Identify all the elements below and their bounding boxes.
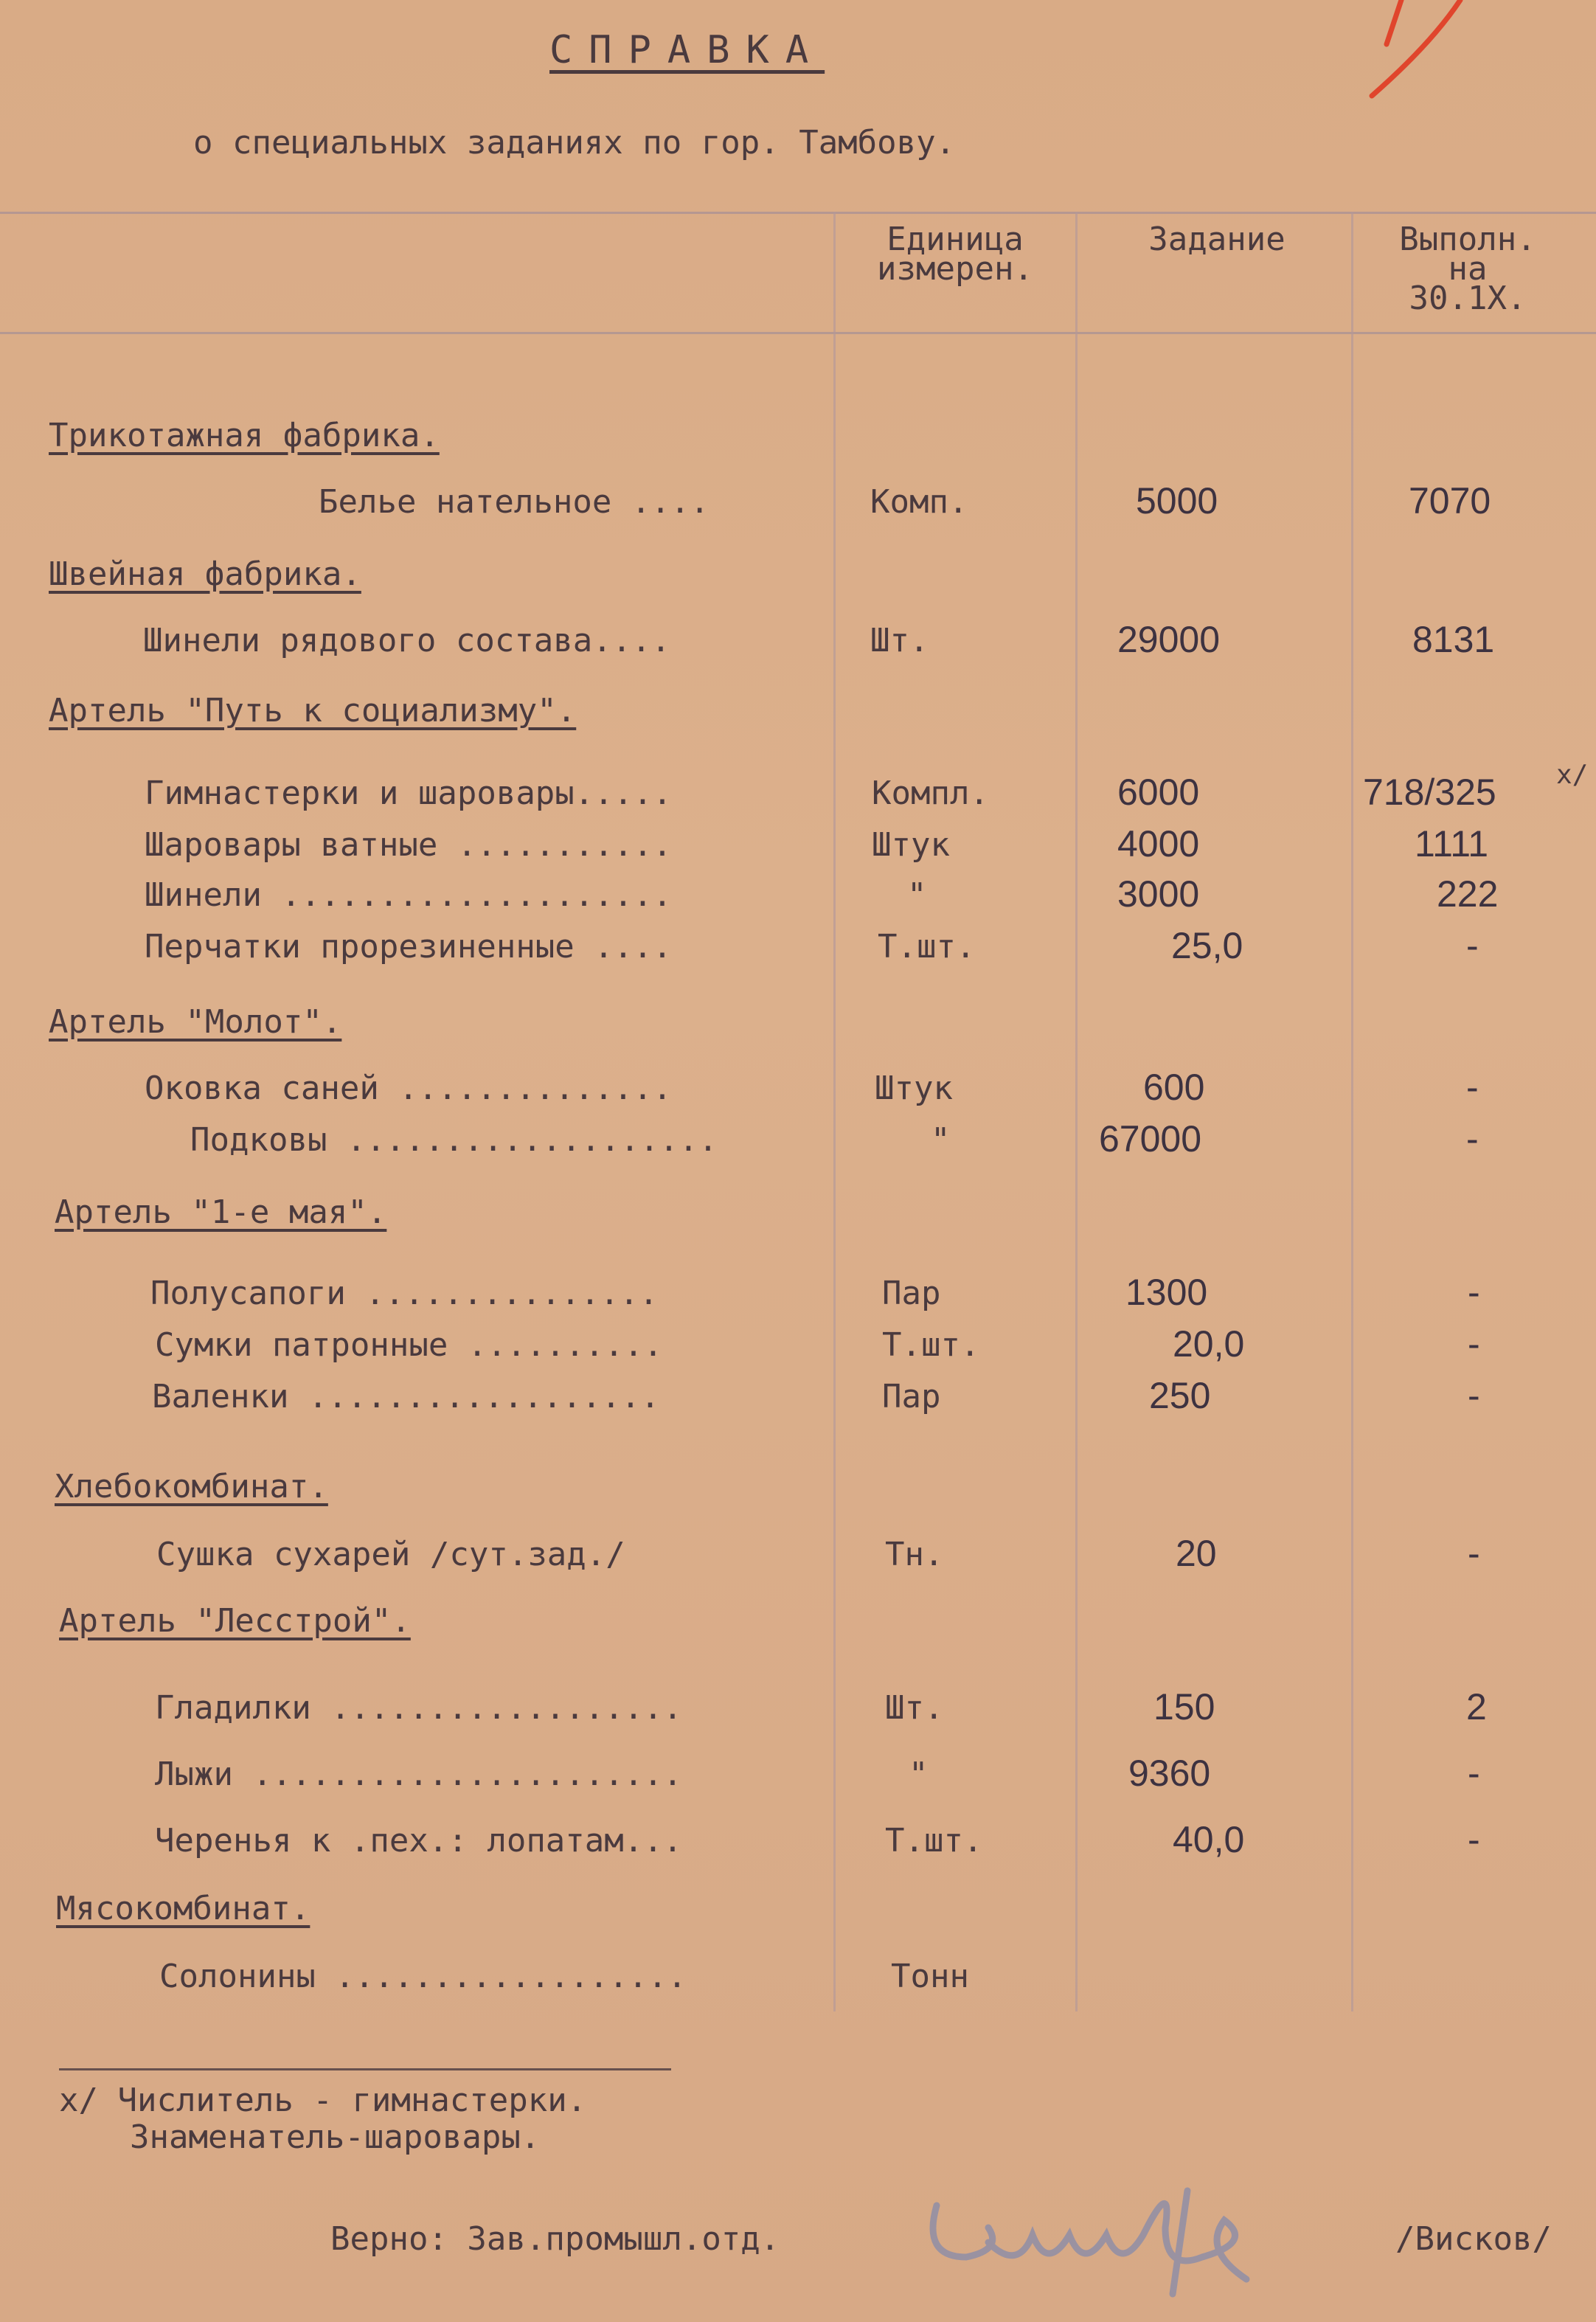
group-title: Трикотажная фабрика. — [49, 417, 440, 454]
row-unit: Т.шт. — [885, 1822, 983, 1860]
row-done: 8131 — [1412, 619, 1495, 660]
row-unit: " — [907, 876, 927, 914]
row-unit: Комп. — [870, 483, 968, 521]
document-subtitle: о специальных заданиях по гор. Тамбову. — [193, 124, 956, 162]
row-item: Валенки .................. — [152, 1378, 660, 1415]
row-done: - — [1468, 1323, 1480, 1365]
row-done: - — [1468, 1272, 1480, 1313]
row-done: 7070 — [1409, 480, 1491, 521]
column-divider-3 — [1351, 212, 1353, 2011]
group-title: Артель "Лесстрой". — [59, 1602, 411, 1640]
row-done: 1111 — [1415, 823, 1489, 864]
handwritten-signature — [907, 2161, 1291, 2309]
row-item: Подковы ................... — [190, 1121, 718, 1159]
row-unit: Штук — [875, 1070, 953, 1107]
row-task: 5000 — [1136, 480, 1218, 521]
footnote-line-2: Знаменатель-шаровары. — [130, 2118, 541, 2156]
signature-name: /Висков/ — [1395, 2220, 1552, 2258]
footnote-line-1: х/ Числитель - гимнастерки. — [59, 2082, 587, 2119]
row-done: - — [1466, 925, 1479, 966]
row-task: 250 — [1149, 1375, 1211, 1416]
row-done: - — [1468, 1375, 1480, 1416]
row-task: 4000 — [1117, 823, 1200, 864]
row-done: - — [1466, 1067, 1479, 1108]
row-unit: Компл. — [872, 774, 989, 812]
row-task: 29000 — [1117, 619, 1221, 660]
row-item: Гимнастерки и шаровары..... — [145, 774, 673, 812]
row-unit: Т.шт. — [878, 928, 976, 966]
row-unit: Пар — [882, 1275, 941, 1312]
footnote-marker: х/ — [1556, 760, 1589, 790]
row-item: Оковка саней .............. — [145, 1070, 673, 1107]
row-item: Черенья к .пех.: лопатам... — [155, 1822, 683, 1860]
row-task: 20,0 — [1173, 1323, 1245, 1365]
column-divider-1 — [833, 212, 836, 2011]
group-title: Артель "Молот". — [49, 1003, 342, 1041]
header-task: Задание — [1148, 221, 1286, 258]
red-pencil-mark — [1357, 0, 1505, 111]
row-item: Шаровары ватные ........... — [145, 826, 673, 864]
row-item: Гладилки .................. — [155, 1689, 683, 1727]
row-unit: Штук — [872, 826, 950, 864]
row-task: 600 — [1143, 1067, 1205, 1108]
row-item: Лыжи ...................... — [155, 1756, 683, 1793]
row-item: Перчатки прорезиненные .... — [145, 928, 673, 966]
row-done: - — [1468, 1819, 1480, 1860]
row-done: 222 — [1437, 873, 1499, 915]
row-task: 1300 — [1125, 1272, 1208, 1313]
row-done: - — [1468, 1753, 1480, 1794]
row-unit: Шт. — [870, 622, 929, 659]
row-unit: Тонн — [891, 1958, 969, 1995]
document-title: СПРАВКА — [549, 28, 825, 72]
row-done: 2 — [1466, 1686, 1487, 1727]
group-title: Артель "Путь к социализму". — [49, 692, 577, 729]
row-item: Белье нательное .... — [319, 483, 709, 521]
column-divider-2 — [1075, 212, 1078, 2011]
group-title: Артель "1-е мая". — [55, 1193, 387, 1231]
group-title: Мясокомбинат. — [56, 1890, 310, 1927]
row-done: - — [1466, 1118, 1479, 1160]
header-done: Выполн. на 30.1Х. — [1399, 221, 1536, 317]
header-bottom-rule — [0, 332, 1596, 334]
group-title: Хлебокомбинат. — [55, 1468, 328, 1505]
row-unit: " — [909, 1756, 929, 1793]
row-unit: Т.шт. — [882, 1326, 980, 1364]
row-item: Шинели .................... — [145, 876, 673, 914]
table-top-rule — [0, 212, 1596, 214]
row-item: Сумки патронные .......... — [155, 1326, 663, 1364]
header-unit: Единица измерен. — [877, 221, 1033, 288]
row-task: 6000 — [1117, 772, 1200, 813]
row-task: 20 — [1176, 1533, 1217, 1574]
row-item: Солонины .................. — [159, 1958, 687, 1995]
row-unit: " — [931, 1121, 951, 1159]
row-unit: Тн. — [885, 1536, 944, 1573]
group-title: Швейная фабрика. — [49, 555, 361, 593]
row-task: 25,0 — [1171, 925, 1243, 966]
row-item: Полусапоги ............... — [150, 1275, 659, 1312]
row-task: 150 — [1153, 1686, 1215, 1727]
signature-label: Верно: Зав.промышл.отд. — [330, 2220, 780, 2258]
row-item: Сушка сухарей /сут.зад./ — [156, 1536, 625, 1573]
row-done: - — [1468, 1533, 1480, 1574]
row-item: Шинели рядового состава.... — [143, 622, 671, 659]
footnote-rule — [59, 2068, 671, 2070]
row-task: 40,0 — [1173, 1819, 1245, 1860]
row-unit: Шт. — [885, 1689, 944, 1727]
row-unit: Пар — [882, 1378, 941, 1415]
row-task: 3000 — [1117, 873, 1200, 915]
row-task: 67000 — [1099, 1118, 1202, 1160]
row-task: 9360 — [1128, 1753, 1211, 1794]
row-done: 718/325 — [1363, 772, 1496, 813]
